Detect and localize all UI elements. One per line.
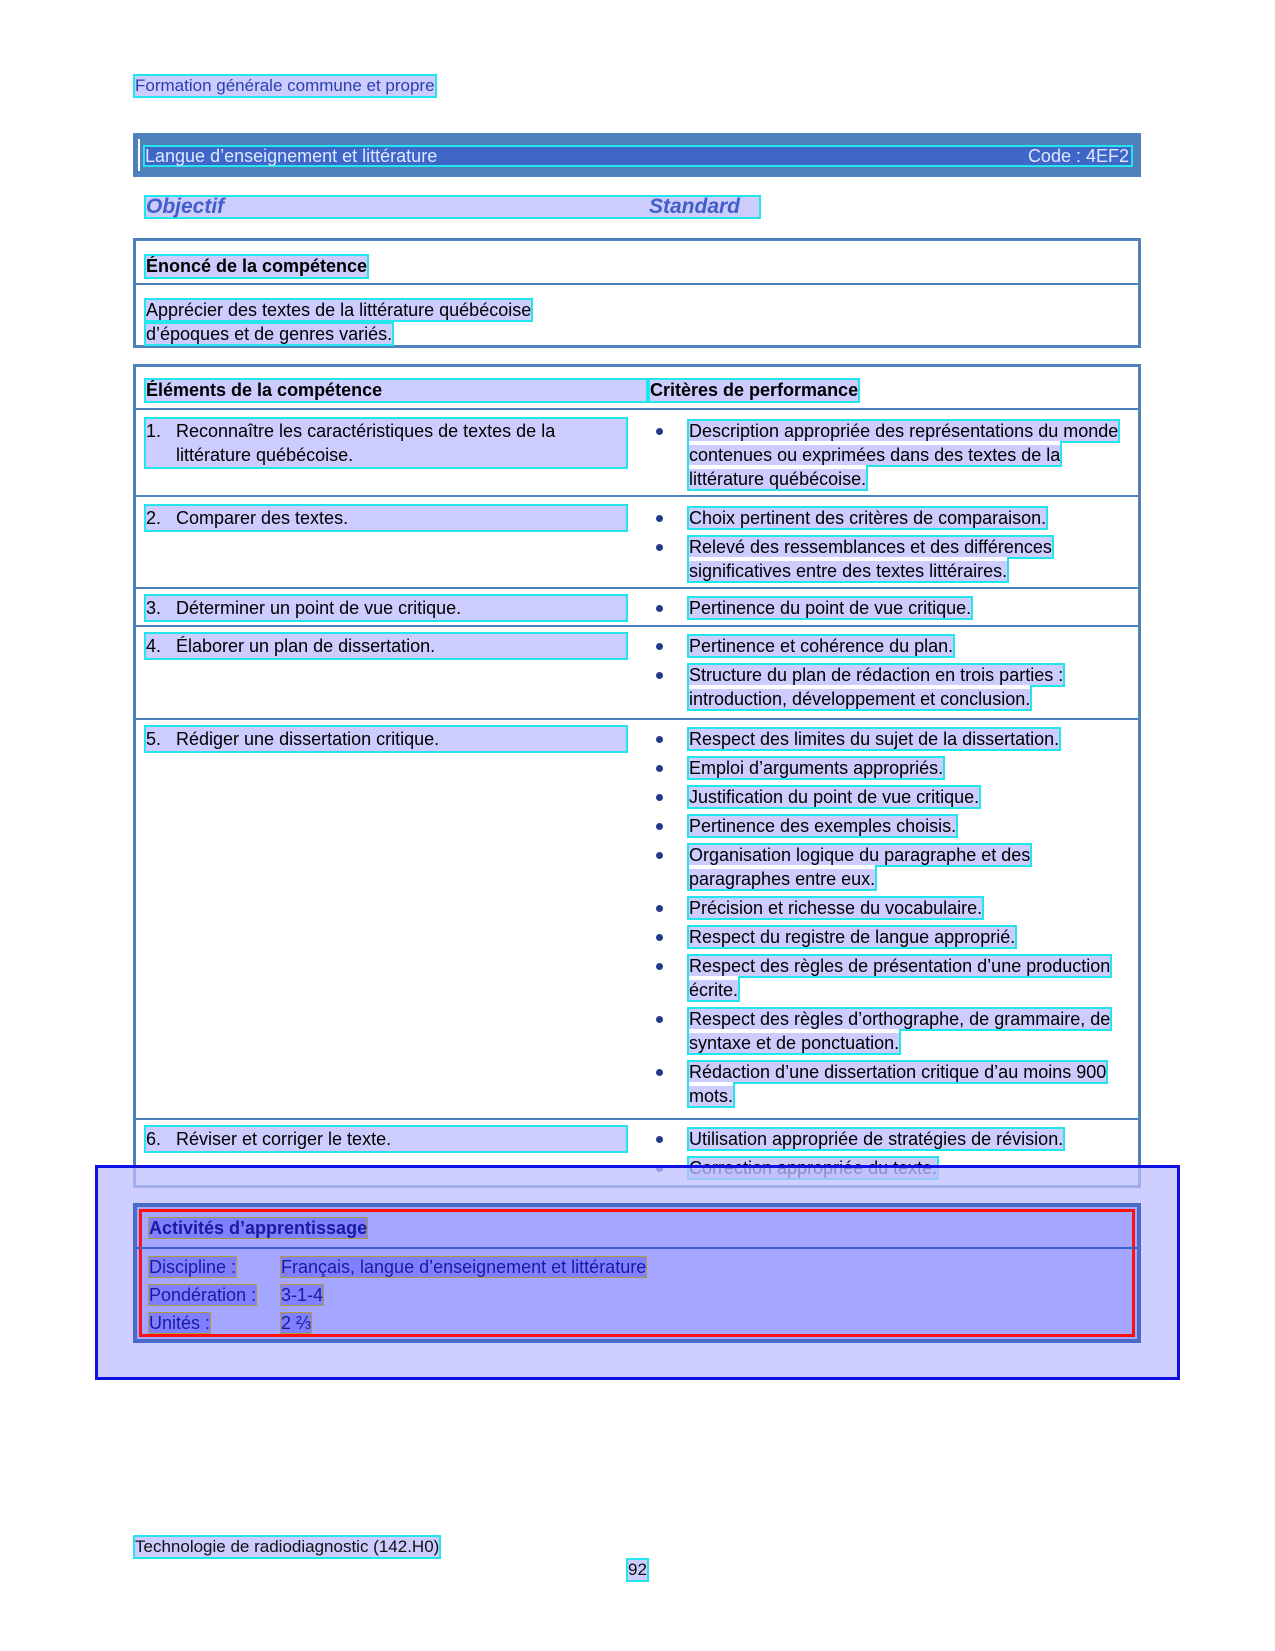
enonce-line: d’époques et de genres variés. xyxy=(146,324,393,344)
document-section-header: Formation générale commune et propre xyxy=(135,76,435,95)
activities-heading-text: Activités d’apprentissage xyxy=(149,1218,368,1238)
bar-divider xyxy=(138,139,140,171)
criterion-item xyxy=(648,663,1128,711)
discipline-row xyxy=(149,1257,646,1278)
element-number: 3. xyxy=(146,598,162,618)
element-number: 5. xyxy=(146,729,162,749)
objective-standard-line xyxy=(146,197,759,217)
criterion-item xyxy=(648,634,1128,658)
enonce-text xyxy=(146,298,531,346)
criterion-text: Utilisation appropriée de stratégies de révision. xyxy=(689,1129,1064,1149)
criterion-item xyxy=(648,419,1128,491)
ponderation-label: Pondération : xyxy=(149,1285,257,1305)
criterion-item xyxy=(648,506,1128,530)
criterion-text: Choix pertinent des critères de comparaison. xyxy=(689,508,1047,528)
divider xyxy=(136,283,1138,285)
criterion-item xyxy=(648,785,1128,809)
bullet-icon xyxy=(656,934,663,941)
criterion-text: Respect des limites du sujet de la dissertation. xyxy=(689,729,1060,749)
bullet-icon xyxy=(656,1136,663,1143)
enonce-line: Apprécier des textes de la littérature québécoise xyxy=(146,300,532,320)
element-cell xyxy=(146,419,626,467)
element-text: Comparer des textes. xyxy=(176,508,349,528)
criterion-item xyxy=(648,727,1128,751)
criterion-text: Description appropriée des représentations du monde contenues ou exprimées dans des textes de la littérature québécoise. xyxy=(689,421,1119,489)
criterion-item xyxy=(648,1127,1128,1151)
bullet-icon xyxy=(656,515,663,522)
element-number: 1. xyxy=(146,421,162,441)
criteria-list xyxy=(648,419,1128,496)
course-title-bar xyxy=(133,133,1141,177)
enonce-table xyxy=(133,238,1141,348)
criterion-text: Justification du point de vue critique. xyxy=(689,787,980,807)
divider xyxy=(136,587,1138,589)
criterion-text: Pertinence du point de vue critique. xyxy=(689,598,972,618)
page-number: 92 xyxy=(628,1560,647,1579)
criterion-text: Respect du registre de langue approprié. xyxy=(689,927,1016,947)
criterion-text: Pertinence et cohérence du plan. xyxy=(689,636,954,656)
element-number: 4. xyxy=(146,636,162,656)
criteria-list xyxy=(648,506,1128,588)
element-cell xyxy=(146,596,626,620)
footer-program: Technologie de radiodiagnostic (142.H0) xyxy=(135,1537,440,1556)
standard-label: Standard xyxy=(649,195,741,218)
criterion-text: Relevé des ressemblances et des différences significatives entre des textes littéraires. xyxy=(689,537,1052,581)
course-code: Code : 4EF2 xyxy=(1027,146,1129,166)
bullet-icon xyxy=(656,765,663,772)
unites-row xyxy=(149,1313,311,1334)
criterion-item xyxy=(648,756,1128,780)
unites-label: Unités : xyxy=(149,1313,211,1333)
ponderation-row xyxy=(149,1285,323,1306)
criterion-text: Respect des règles d’orthographe, de grammaire, de syntaxe et de ponctuation. xyxy=(689,1009,1111,1053)
criteria-list xyxy=(648,727,1128,1113)
course-title: Langue d’enseignement et littérature xyxy=(145,146,438,166)
element-cell xyxy=(146,506,626,530)
unites-value: 2 ⅔ xyxy=(281,1313,312,1333)
bullet-icon xyxy=(656,1016,663,1023)
activities-box xyxy=(133,1203,1141,1343)
element-text: Réviser et corriger le texte. xyxy=(176,1129,392,1149)
bullet-icon xyxy=(656,794,663,801)
criterion-item xyxy=(648,1007,1128,1055)
objectif-label: Objectif xyxy=(146,195,225,218)
ponderation-value: 3-1-4 xyxy=(281,1285,324,1305)
element-cell xyxy=(146,634,626,658)
criterion-text: Structure du plan de rédaction en trois parties : introduction, développement et conclusion. xyxy=(689,665,1064,709)
divider xyxy=(137,1247,1137,1249)
element-text: Reconnaître les caractéristiques de textes de la littérature québécoise. xyxy=(176,421,556,465)
element-text: Élaborer un plan de dissertation. xyxy=(176,636,436,656)
divider xyxy=(136,408,1138,410)
criteria-list xyxy=(648,596,1128,625)
bullet-icon xyxy=(656,605,663,612)
divider xyxy=(136,625,1138,627)
competence-table xyxy=(133,364,1141,1188)
bullet-icon xyxy=(656,428,663,435)
criterion-item xyxy=(648,814,1128,838)
bullet-icon xyxy=(656,1069,663,1076)
criterion-text: Respect des règles de présentation d’une production écrite. xyxy=(689,956,1111,1000)
element-text: Déterminer un point de vue critique. xyxy=(176,598,462,618)
criterion-text: Rédaction d’une dissertation critique d’au moins 900 mots. xyxy=(689,1062,1107,1106)
divider xyxy=(136,1118,1138,1120)
bullet-icon xyxy=(656,963,663,970)
bullet-icon xyxy=(656,544,663,551)
criterion-item xyxy=(648,1060,1128,1108)
element-text: Rédiger une dissertation critique. xyxy=(176,729,440,749)
divider xyxy=(136,718,1138,720)
column-header-criteres: Critères de performance xyxy=(650,380,859,400)
bullet-icon xyxy=(656,736,663,743)
activities-heading xyxy=(149,1218,367,1239)
bullet-icon xyxy=(656,905,663,912)
element-cell xyxy=(146,727,626,751)
enonce-heading: Énoncé de la compétence xyxy=(146,256,368,276)
bullet-icon xyxy=(656,643,663,650)
element-cell xyxy=(146,1127,626,1151)
discipline-value: Français, langue d’enseignement et littérature xyxy=(281,1257,647,1277)
discipline-label: Discipline : xyxy=(149,1257,237,1277)
criterion-item xyxy=(648,954,1128,1002)
criterion-text: Pertinence des exemples choisis. xyxy=(689,816,957,836)
criterion-item xyxy=(648,925,1128,949)
criterion-text: Emploi d’arguments appropriés. xyxy=(689,758,944,778)
element-number: 6. xyxy=(146,1129,162,1149)
bullet-icon xyxy=(656,852,663,859)
criterion-text: Organisation logique du paragraphe et des paragraphes entre eux. xyxy=(689,845,1031,889)
element-number: 2. xyxy=(146,508,162,528)
column-header-elements: Éléments de la compétence xyxy=(146,380,646,401)
criterion-item xyxy=(648,535,1128,583)
criterion-text: Précision et richesse du vocabulaire. xyxy=(689,898,983,918)
criteria-list xyxy=(648,634,1128,716)
bullet-icon xyxy=(656,823,663,830)
criterion-item xyxy=(648,596,1128,620)
criterion-item xyxy=(648,896,1128,920)
criterion-item xyxy=(648,843,1128,891)
bullet-icon xyxy=(656,672,663,679)
divider xyxy=(136,495,1138,497)
